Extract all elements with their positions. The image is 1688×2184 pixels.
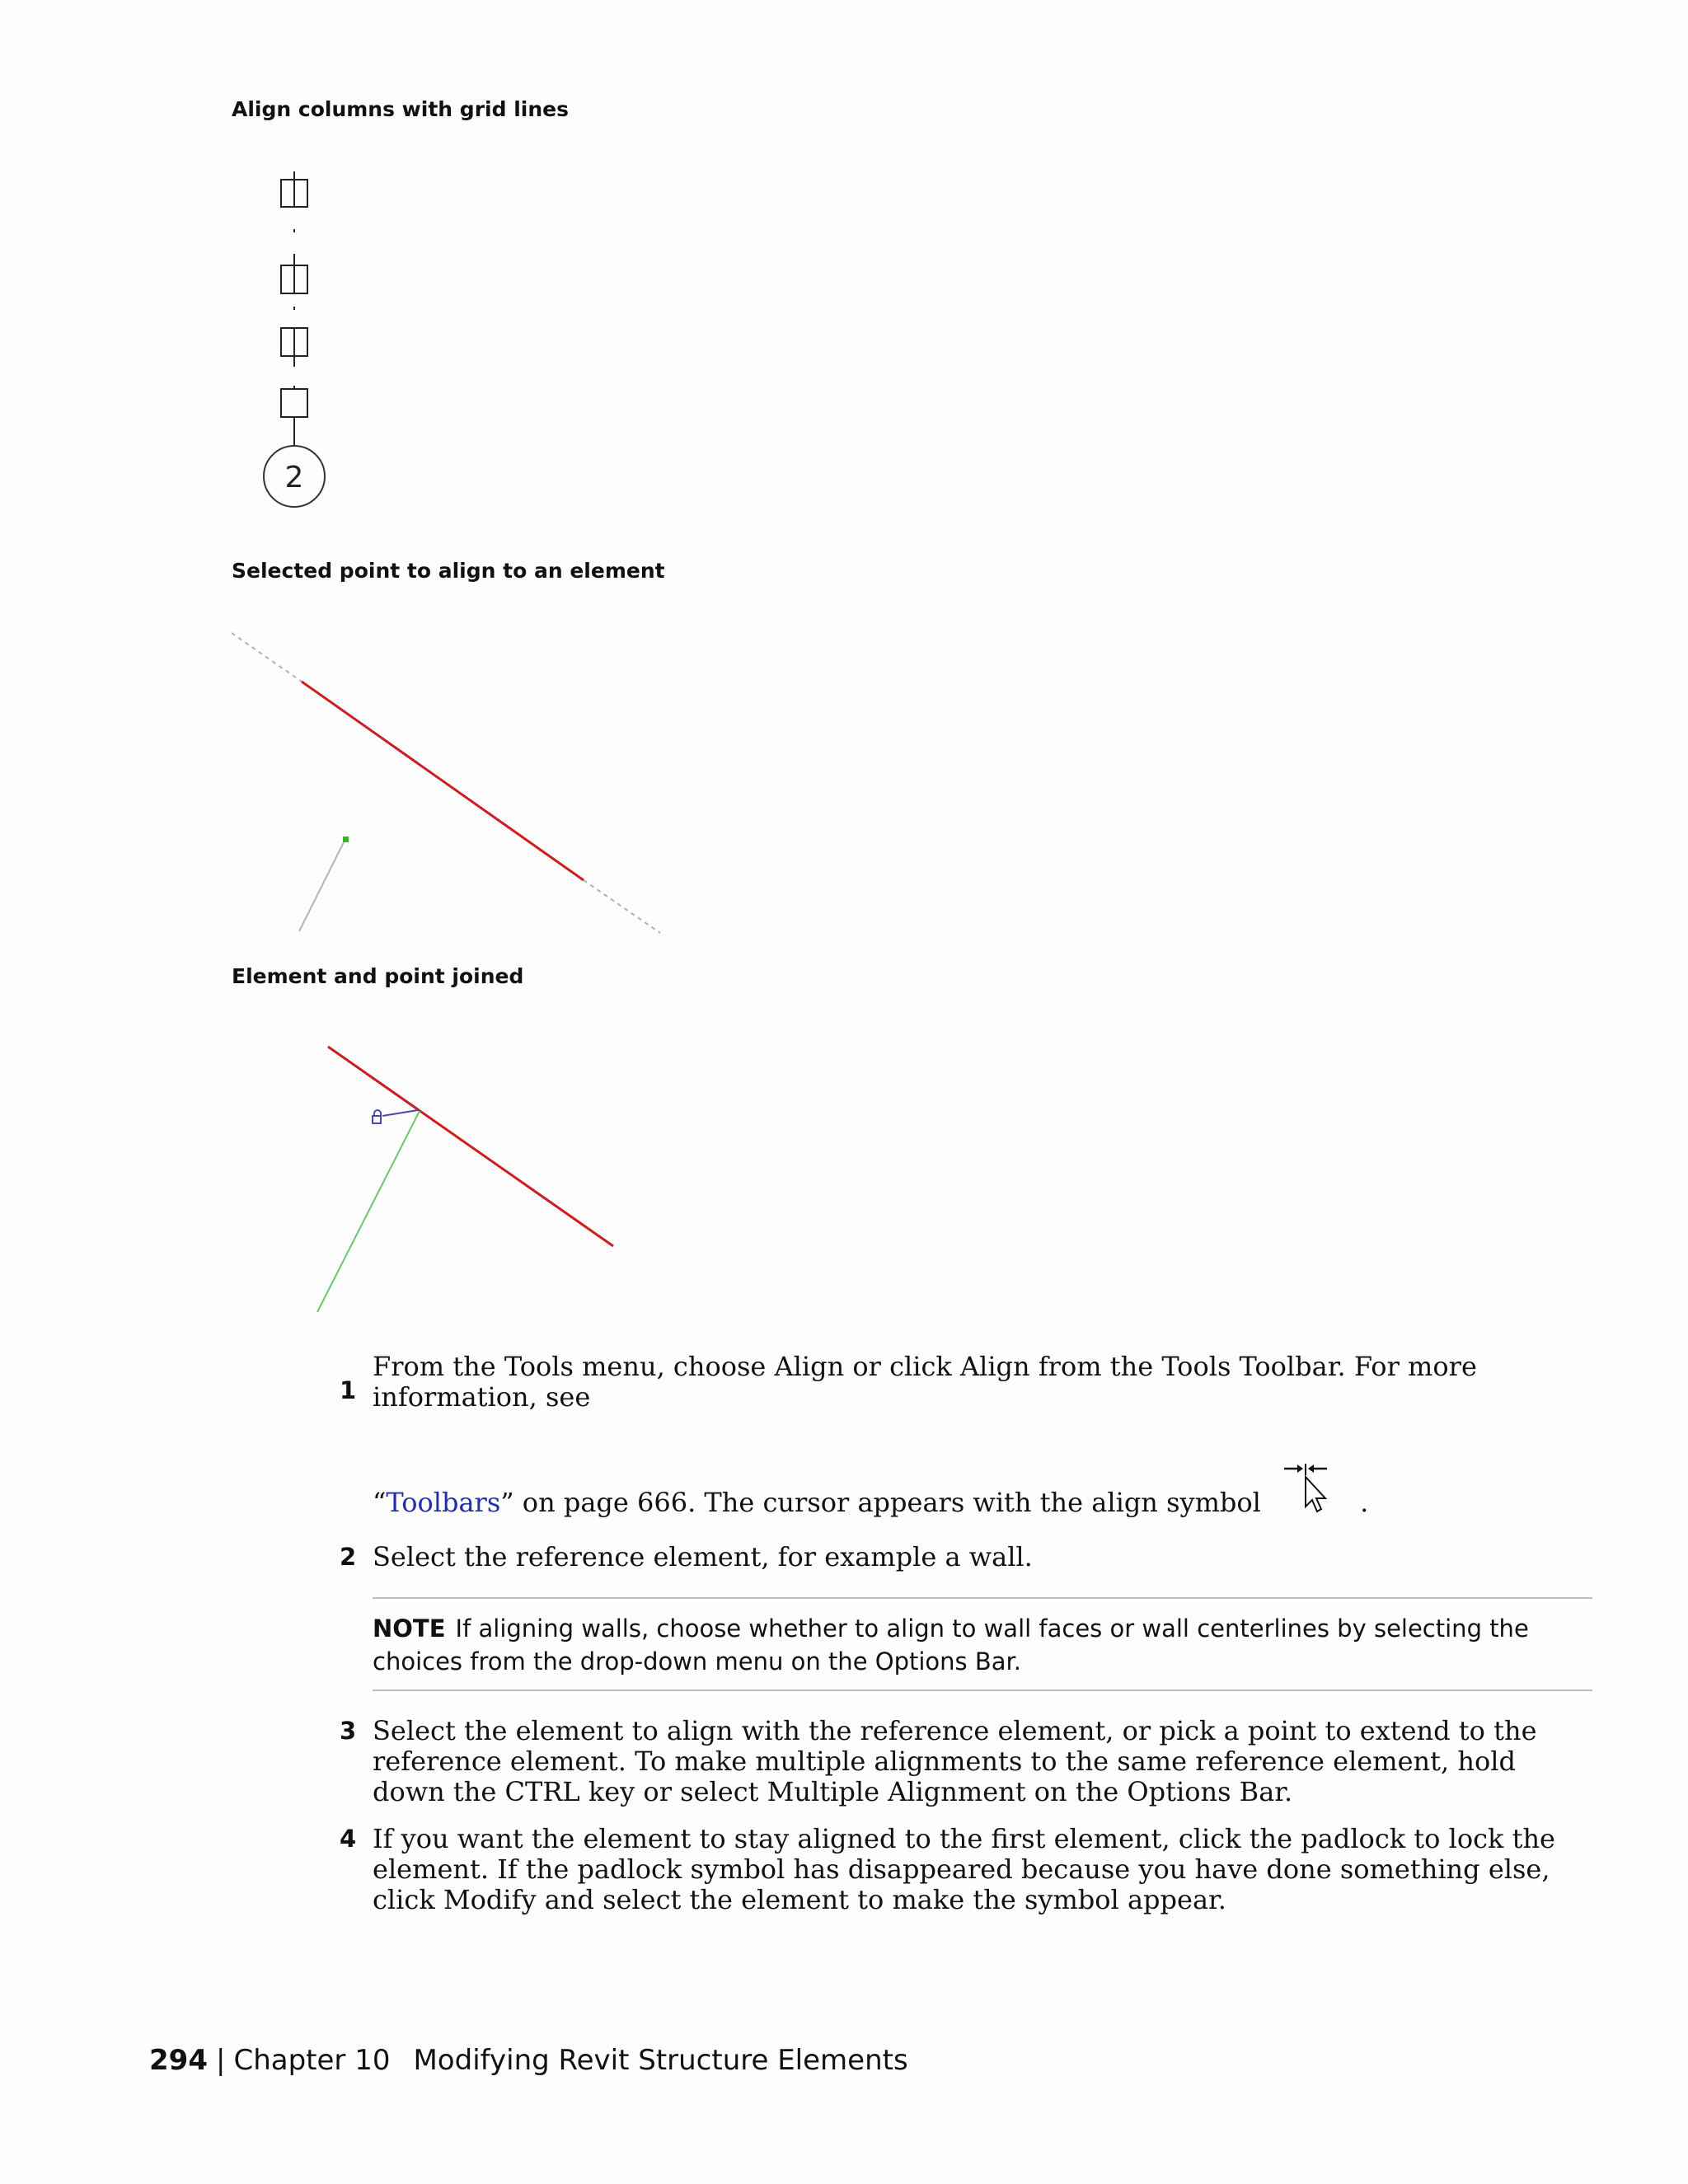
- column-square: [281, 389, 307, 417]
- selected-point-figure: [232, 626, 677, 940]
- step-number: 4: [340, 1825, 357, 1853]
- step-number: 2: [340, 1543, 357, 1571]
- step-2: [340, 1542, 1592, 1572]
- page-number: 294: [149, 2044, 208, 2077]
- figure-caption-element-joined: Element and point joined: [232, 964, 524, 988]
- padlock-icon[interactable]: [373, 1110, 381, 1123]
- step-text: ” on page 666. The cursor appears with the align symbol: [500, 1487, 1261, 1518]
- step-text-end: .: [1360, 1487, 1369, 1518]
- figure-caption-selected-point: Selected point to align to an element: [232, 559, 665, 583]
- toolbars-link[interactable]: Toolbars: [386, 1487, 501, 1518]
- reference-extension-dashed: [584, 880, 660, 933]
- note-label: NOTE: [373, 1615, 446, 1643]
- note-box: [373, 1597, 1592, 1691]
- step-text: From the Tools menu, choose Align or click Align from the Tools Toolbar. For more information, see: [373, 1351, 1477, 1413]
- step-number: 1: [340, 1376, 357, 1404]
- figure-caption-align-columns: Align columns with grid lines: [232, 97, 569, 121]
- align-cursor-icon: [1278, 1460, 1335, 1518]
- grid-columns-figure: [232, 165, 396, 511]
- note-text: If aligning walls, choose whether to align to wall faces or wall centerlines by selecting the choices from the drop-down menu on the Options Bar.: [373, 1615, 1529, 1675]
- step-text: Select the reference element, for example a wall.: [373, 1541, 1033, 1572]
- reference-line: [302, 682, 584, 880]
- step-3: [340, 1716, 1592, 1807]
- chapter-label: Chapter 10: [233, 2044, 391, 2077]
- step-number: 3: [340, 1717, 357, 1745]
- chapter-title: Modifying Revit Structure Elements: [413, 2044, 908, 2077]
- step-4: [340, 1824, 1592, 1915]
- step-quote: “: [373, 1487, 387, 1518]
- page-footer: [149, 2044, 908, 2077]
- point-line: [299, 839, 345, 931]
- element-joined-figure: [232, 1030, 677, 1352]
- reference-line: [328, 1047, 613, 1246]
- grid-bubble-label: 2: [284, 461, 304, 494]
- step-text: If you want the element to stay aligned to the first element, click the padlock to lock the element. If the padlock symbol has disappeared because you have done something else, click Modify and select the element to make the symbol appear.: [373, 1823, 1555, 1915]
- reference-extension-dashed: [232, 633, 302, 682]
- footer-separator: |: [215, 2044, 226, 2077]
- procedure-steps: [340, 1352, 1592, 1932]
- point-line: [317, 1111, 420, 1312]
- step-text: Select the element to align with the reference element, or pick a point to extend to the reference element. To make multiple alignments to the same reference element, hold down the CTRL key or select Multiple Alignment on the Options Bar.: [373, 1715, 1537, 1807]
- selected-point-marker: [343, 837, 349, 842]
- lock-connector: [382, 1110, 418, 1116]
- step-1: [340, 1352, 1592, 1542]
